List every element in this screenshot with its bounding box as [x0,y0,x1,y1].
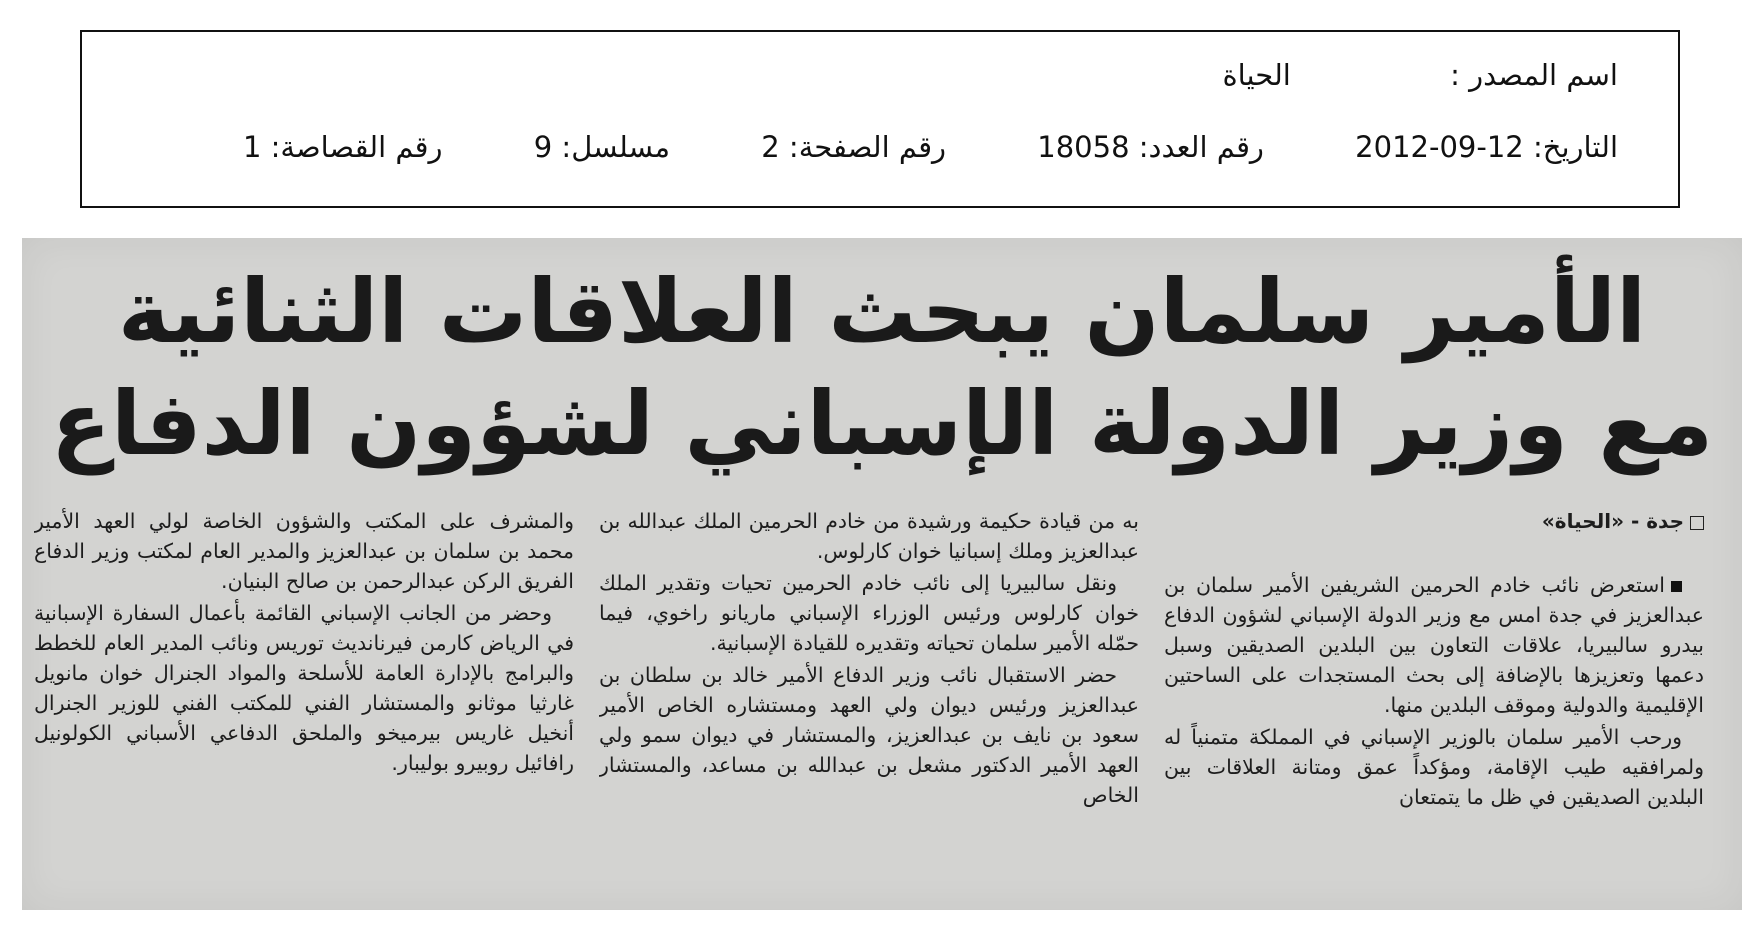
paragraph: وحضر من الجانب الإسباني القائمة بأعمال السفارة الإسبانية في الرياض كارمن فيرنانديث توريس ونائب المدير العام للخطط والبرامج بالإدارة العامة للأسلحة والمواد الجنرال خوان مانويل غارثيا موثانو والمستشار الفني للمكتب الفني للوزير الجنرال أنخيل غاريس بيرميخو والملحق الدفاعي الأسباني الكولونيل رافائيل روبيرو بوليبار. [34,601,574,775]
paragraph [1164,570,1704,720]
article-column-3 [34,506,574,906]
headline-line-2: مع وزير الدولة الإسباني لشؤون الدفاع [50,372,1714,475]
square-outline-icon [1690,516,1704,530]
article-column-2 [599,506,1139,906]
article-column-1 [1164,506,1704,906]
article-body [34,506,1724,906]
serial-field: مسلسل: 9 [533,130,671,164]
metadata-row-source [1222,58,1618,92]
filled-square-icon [1671,581,1682,592]
article-headline [22,256,1742,480]
clipping-metadata-box [80,30,1680,208]
newspaper-clipping [22,238,1742,910]
paragraph-text: استعرض نائب خادم الحرمين الشريفين الأمير سلمان بن عبدالعزيز في جدة امس مع وزير الدولة الإسباني لشؤون الدفاع بيدرو سالبيريا، علاقات التعاون بين البلدين الصديقين وسبل دعمها وتعزيزها بالإضافة إلى بحث المستجدات على الساحتين الإقليمية والدولية وموقف البلدين منها. [1164,573,1704,717]
clip-number-field: رقم القصاصة: 1 [242,130,443,164]
metadata-row-details [243,130,1618,164]
dateline [1164,506,1704,536]
source-value: الحياة [1222,58,1291,92]
paragraph: حضر الاستقبال نائب وزير الدفاع الأمير خالد بن سلطان بن عبدالعزيز ورئيس ديوان ولي العهد ومستشاره الخاص الأمير سعود بن نايف بن عبدالعزيز، والمستشار في ديوان سمو ولي العهد الأمير الدكتور مشعل بن عبدالله بن مساعد، والمستشار الخاص [599,663,1139,807]
page-number-field: رقم الصفحة: 2 [761,130,947,164]
paragraph: ونقل سالبيريا إلى نائب خادم الحرمين تحيات وتقدير الملك خوان كارلوس ورئيس الوزراء الإسباني ماريانو راخوي، فيما حمّله الأمير سلمان تحياته وتقديره للقيادة الإسبانية. [599,571,1139,655]
issue-number-field: رقم العدد: 18058 [1037,130,1264,164]
headline-line-1: الأمير سلمان يبحث العلاقات الثنائية [117,260,1647,363]
paragraph: والمشرف على المكتب والشؤون الخاصة لولي العهد الأمير محمد بن سلمان بن عبدالعزيز والمدير العام لمكتب وزير الدفاع الفريق الركن عبدالرحمن بن صالح البنيان. [34,509,574,593]
paragraph: به من قيادة حكيمة ورشيدة من خادم الحرمين الملك عبدالله بن عبدالعزيز وملك إسبانيا خوان كارلوس. [599,509,1139,563]
source-label: اسم المصدر : [1450,58,1618,92]
paragraph: ورحب الأمير سلمان بالوزير الإسباني في المملكة متمنياً له ولمرافقيه طيب الإقامة، ومؤكداً عمق ومتانة العلاقات بين البلدين الصديقين في ظل ما يتمتعان [1164,725,1704,809]
dateline-text: جدة - «الحياة» [1541,509,1684,533]
date-field: التاريخ: 12-09-2012 [1355,130,1618,164]
